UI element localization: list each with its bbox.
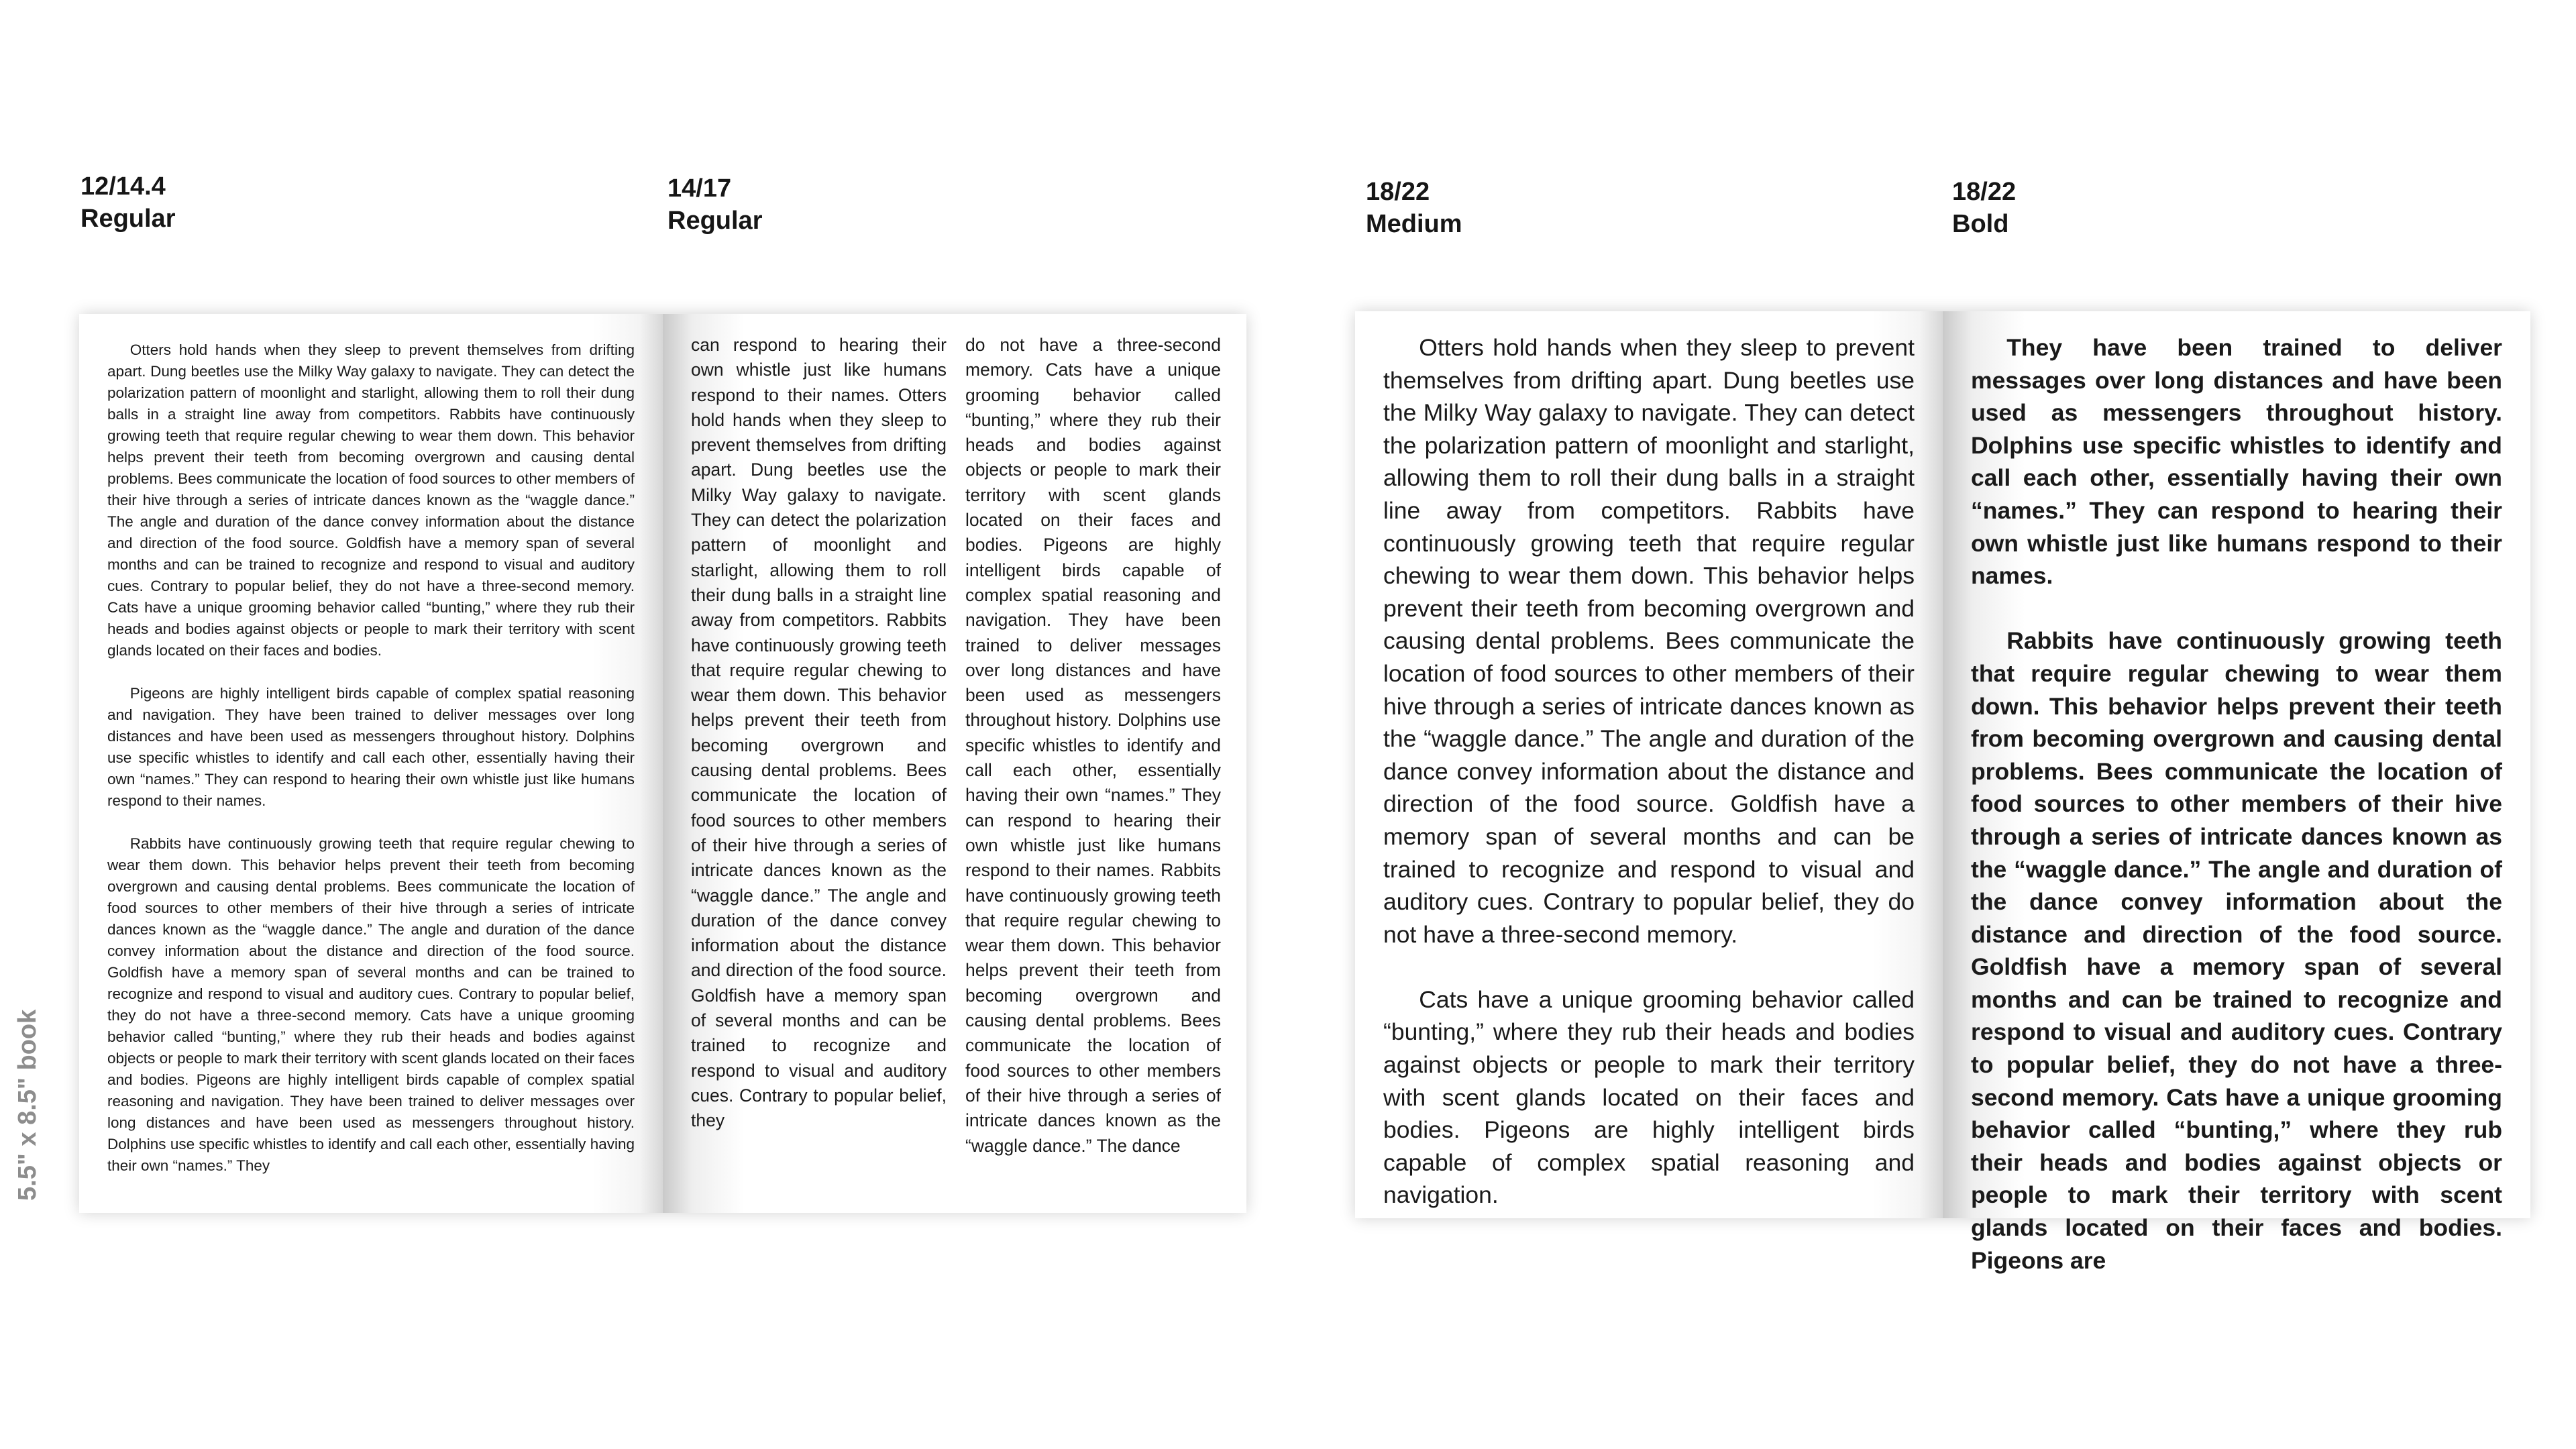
page-18-bold <box>1943 311 2530 1274</box>
paragraph: do not have a three-second memory. Cats have a unique grooming behavior called “bunting,” where they rub their heads and bodies against objects or people to mark their territory with scent glands located on their faces and bodies. Pigeons are highly intelligent birds capable of complex spatial reasoning and navigation. They have been trained to deliver messages over long distances and have been used as messengers throughout history. Dolphins use specific whistles to identify and call each other, essentially having their own “names.” They can respond to hearing their own whistle just like humans respond to their names. Rabbits have continuously growing teeth that require regular chewing to wear them down. This behavior helps prevent their teeth from becoming overgrown and causing dental problems. Bees communicate the location of food sources to other members of their hive through a series of intricate dances known as the “waggle dance.” The dance <box>965 335 1221 1156</box>
label-18-medium <box>1366 176 1462 240</box>
paragraph: Otters hold hands when they sleep to prevent themselves from drifting apart. Dung beetles use the Milky Way galaxy to navigate. They can detect the polarization pattern of moonlight and starlight, allowing them to roll their dung balls in a straight line away from competitors. Rabbits have continuously growing teeth that require regular chewing to wear them down. This behavior helps prevent their teeth from becoming overgrown and causing dental problems. Bees communicate the location of food sources to other members of their hive through a series of intricate dances known as the “waggle dance.” The angle and duration of the dance convey information about the distance and direction of the food source. Goldfish have a memory span of several months and can be trained to recognize and respond to visual and auditory cues. Contrary to popular belief, they do not have a three-second memory. <box>1383 334 1915 948</box>
label-18b-weight: Bold <box>1952 209 2009 238</box>
paragraph: Cats have a unique grooming behavior called “bunting,” where they rub their heads and bodies against objects or people to mark their territory with scent glands located on their faces and bodies. Pigeons are highly intelligent birds capable of complex spatial reasoning and navigation. <box>1383 985 1915 1209</box>
label-14-size: 14/17 <box>667 174 732 203</box>
label-18-bold <box>1952 176 2016 240</box>
paragraph: They have been trained to deliver messages over long distances and have been used as messengers throughout history. Dolphins use specific whistles to identify and call each other, essentially having their own “names.” They can respond to hearing their own whistle just like humans respond to their names. <box>1971 334 2502 590</box>
label-14-regular <box>667 173 762 237</box>
page-14-regular <box>663 314 1246 1213</box>
text-block-18-medium <box>1383 331 1915 1212</box>
label-18b-size: 18/22 <box>1952 178 2017 206</box>
paragraph: Rabbits have continuously growing teeth that require regular chewing to wear them down. This behavior helps prevent their teeth from becoming overgrown and causing dental problems. Bees communicate the location of food sources to other members of their hive through a series of intricate dances known as the “waggle dance.” The angle and duration of the dance convey information about the distance and direction of the food source. Goldfish have a memory span of several months and can be trained to recognize and respond to visual and auditory cues. Contrary to popular belief, they do not have a three-second memory. Cats have a unique grooming behavior called “bunting,” where they rub their heads and bodies against objects or people to mark their territory with scent glands located on their faces and bodies. Pigeons are highly intelligent birds capable of complex spatial reasoning and navigation. They have been trained to deliver messages over long distances and have been used as messengers throughout history. Dolphins use specific whistles to identify and call each other, essentially having their own “names.” They <box>107 835 635 1174</box>
book-spread-regular <box>79 314 1246 1213</box>
paragraph: Rabbits have continuously growing teeth that require regular chewing to wear them down. This behavior helps prevent their teeth from becoming overgrown and causing dental problems. Bees communicate the location of food sources to other members of their hive through a series of intricate dances known as the “waggle dance.” The angle and duration of the dance convey information about the distance and direction of the food source. Goldfish have a memory span of several months and can be trained to recognize and respond to visual and auditory cues. Contrary to popular belief, they do not have a three-second memory. Cats have a unique grooming behavior called “bunting,” where they rub their heads and bodies against objects or people to mark their territory with scent glands located on their faces and bodies. Pigeons are <box>1971 627 2502 1274</box>
label-18m-size: 18/22 <box>1366 178 1430 206</box>
book-size-label: 5.5" x 8.5" book <box>13 1009 42 1201</box>
label-12-weight: Regular <box>80 204 176 233</box>
paragraph: Pigeons are highly intelligent birds capable of complex spatial reasoning and navigation. They have been trained to deliver messages over long distances and have been used as messengers throughout history. Dolphins use specific whistles to identify and call each other, essentially having their own “names.” They can respond to hearing their own whistle just like humans respond to their names. <box>107 685 635 809</box>
label-14-weight: Regular <box>667 206 763 235</box>
text-block-18-bold <box>1971 331 2502 1277</box>
paragraph: can respond to hearing their own whistle just like humans respond to their names. Otters hold hands when they sleep to prevent themselves from drifting apart. Dung beetles use the Milky Way galaxy to navigate. They can detect the polarization pattern of moonlight and starlight, allowing them to roll their dung balls in a straight line away from competitors. Rabbits have continuously growing teeth that require regular chewing to wear them down. This behavior helps prevent their teeth from becoming overgrown and causing dental problems. Bees communicate the location of food sources to other members of their hive through a series of intricate dances known as the “waggle dance.” The angle and duration of the dance convey information about the distance and direction of the food source. Goldfish have a memory span of several months and can be trained to recognize and respond to visual and auditory cues. Contrary to popular belief, they <box>691 335 947 1131</box>
book-spread-18 <box>1355 311 2530 1274</box>
text-block-12 <box>107 339 635 1177</box>
label-12-size: 12/14.4 <box>80 172 166 201</box>
page-18-medium <box>1355 311 1943 1218</box>
text-column-2 <box>965 333 1221 1186</box>
label-18m-weight: Medium <box>1366 209 1462 238</box>
paragraph: Otters hold hands when they sleep to prevent themselves from drifting apart. Dung beetles use the Milky Way galaxy to navigate. They can detect the polarization pattern of moonlight and starlight, allowing them to roll their dung balls in a straight line away from competitors. Rabbits have continuously growing teeth that require regular chewing to wear them down. This behavior helps prevent their teeth from becoming overgrown and causing dental problems. Bees communicate the location of food sources to other members of their hive through a series of intricate dances known as the “waggle dance.” The angle and duration of the dance convey information about the distance and direction of the food source. Goldfish have a memory span of several months and can be trained to recognize and respond to visual and auditory cues. Contrary to popular belief, they do not have a three-second memory. Cats have a unique grooming behavior called “bunting,” where they rub their heads and bodies against objects or people to mark their territory with scent glands located on their faces and bodies. <box>107 341 635 659</box>
text-column-1 <box>691 333 947 1186</box>
page-12-regular <box>79 314 663 1213</box>
label-12-regular <box>80 171 175 235</box>
